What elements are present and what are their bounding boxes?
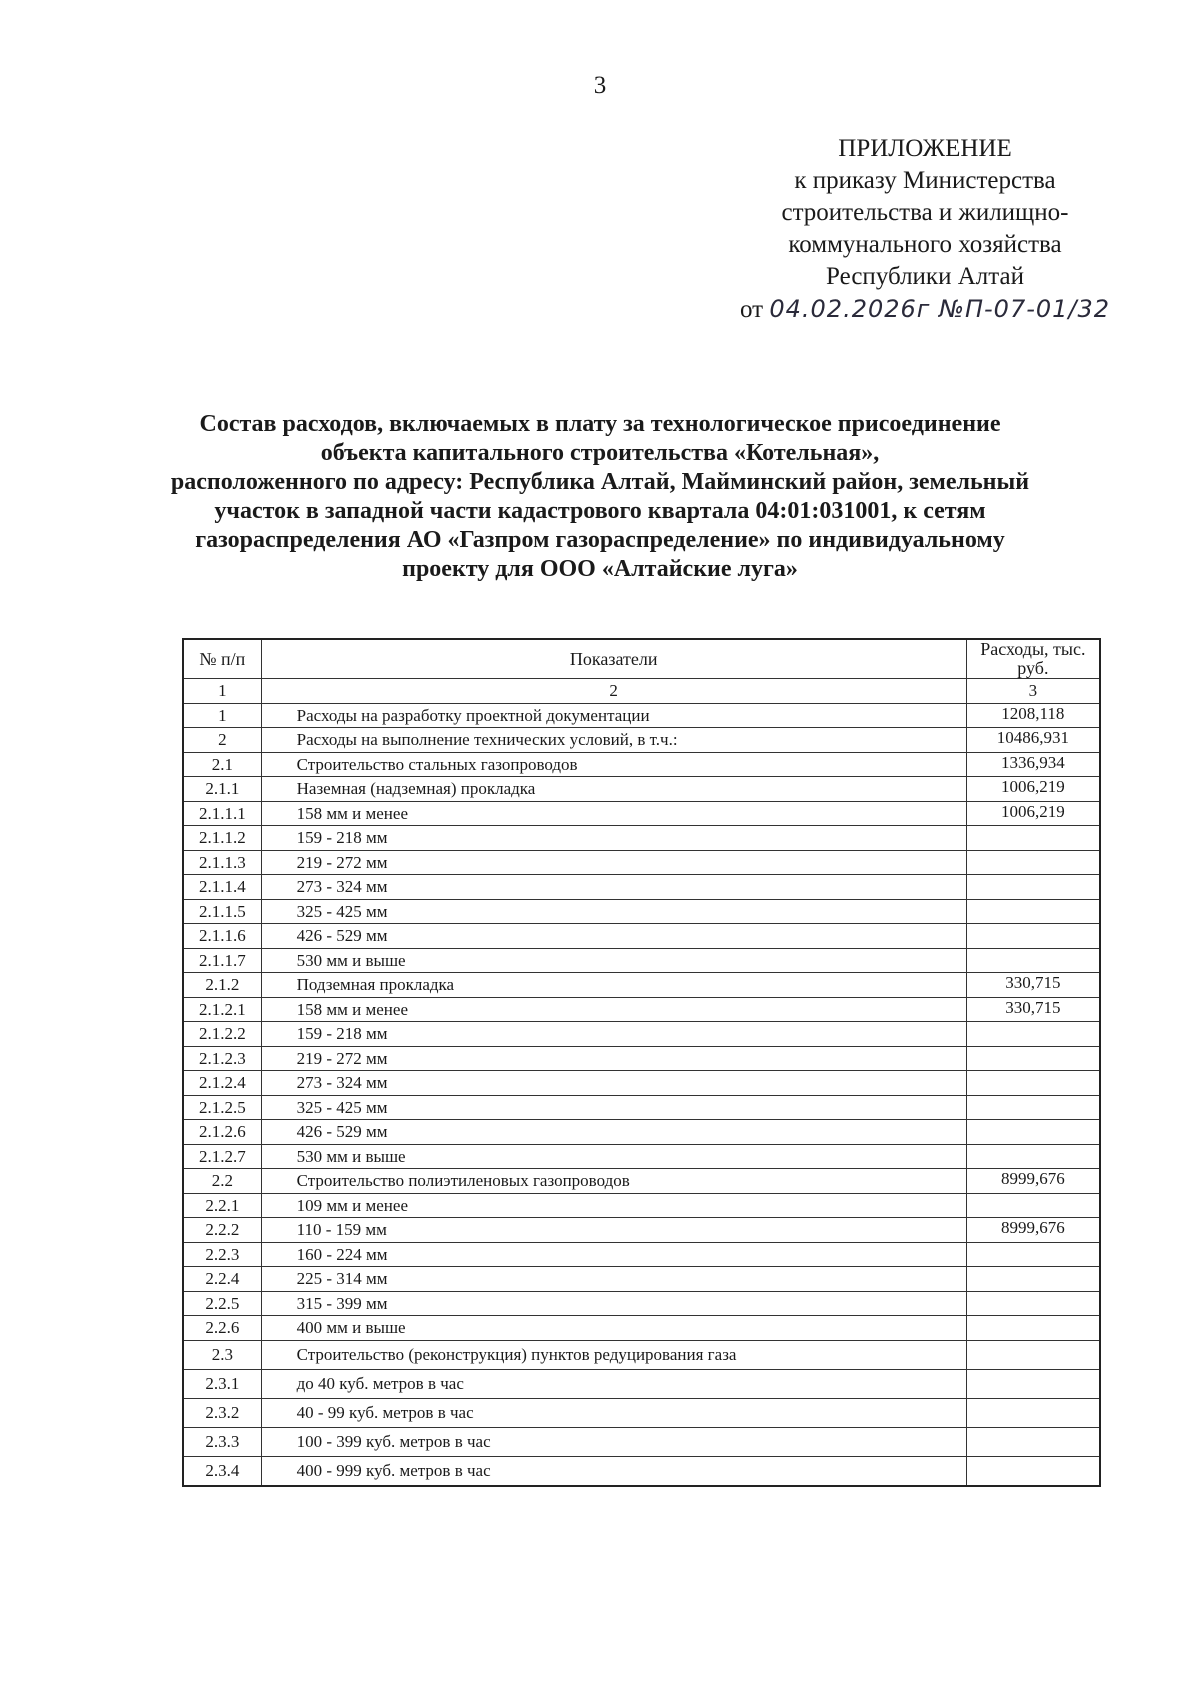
table-row — [183, 1169, 1100, 1194]
row-label: 426 - 529 мм — [261, 924, 966, 949]
table-row — [183, 1427, 1100, 1456]
column-number: 3 — [966, 679, 1100, 704]
row-label: 160 - 224 мм — [261, 1242, 966, 1267]
row-number: 2.1.2.5 — [183, 1095, 261, 1120]
row-number: 2.2.3 — [183, 1242, 261, 1267]
column-number: 1 — [183, 679, 261, 704]
table-row — [183, 1398, 1100, 1427]
title-line: расположенного по адресу: Республика Алтай, Майминский район, земельный — [170, 469, 1030, 495]
header-number: № п/п — [183, 639, 261, 679]
row-label: Подземная прокладка — [261, 973, 966, 998]
table-row — [183, 1218, 1100, 1243]
title-line: проекту для ООО «Алтайские луга» — [402, 556, 798, 582]
row-value — [966, 1456, 1100, 1486]
row-value — [966, 1369, 1100, 1398]
row-number: 2.2.6 — [183, 1316, 261, 1341]
row-label: Расходы на выполнение технических условий, в т.ч.: — [261, 728, 966, 753]
row-label: 400 - 999 куб. метров в час — [261, 1456, 966, 1486]
row-number: 2.1.1.6 — [183, 924, 261, 949]
row-label: 426 - 529 мм — [261, 1120, 966, 1145]
row-value — [966, 1267, 1100, 1292]
title-line: объекта капитального строительства «Котельная», — [320, 440, 880, 466]
row-value — [966, 924, 1100, 949]
row-number: 2.1.1.4 — [183, 875, 261, 900]
table-row — [183, 1071, 1100, 1096]
row-value — [966, 1242, 1100, 1267]
row-number: 2.1.1 — [183, 777, 261, 802]
row-label: Строительство стальных газопроводов — [261, 752, 966, 777]
table-row — [183, 1291, 1100, 1316]
row-label: 400 мм и выше — [261, 1316, 966, 1341]
row-value: 1336,934 — [966, 752, 1100, 777]
row-label: 530 мм и выше — [261, 948, 966, 973]
table-row — [183, 850, 1100, 875]
row-number: 2.1.2.7 — [183, 1144, 261, 1169]
table-row — [183, 1369, 1100, 1398]
appendix-line: Республики Алтай — [826, 263, 1024, 290]
row-label: 158 мм и менее — [261, 801, 966, 826]
row-value — [966, 1120, 1100, 1145]
row-number: 2.1.1.1 — [183, 801, 261, 826]
table-row — [183, 899, 1100, 924]
row-value — [966, 826, 1100, 851]
row-number: 2.1.2.4 — [183, 1071, 261, 1096]
row-number: 2.3.3 — [183, 1427, 261, 1456]
row-value — [966, 850, 1100, 875]
row-label: 158 мм и менее — [261, 997, 966, 1022]
row-label: 40 - 99 куб. метров в час — [261, 1398, 966, 1427]
from-label: от — [740, 296, 764, 323]
row-value — [966, 948, 1100, 973]
title-line: участок в западной части кадастрового квартала 04:01:031001, к сетям — [214, 498, 986, 524]
row-value — [966, 1022, 1100, 1047]
row-number: 2.3 — [183, 1340, 261, 1369]
row-value — [966, 1046, 1100, 1071]
row-label: Строительство полиэтиленовых газопроводов — [261, 1169, 966, 1194]
row-label: 225 - 314 мм — [261, 1267, 966, 1292]
row-label: 325 - 425 мм — [261, 899, 966, 924]
table-row — [183, 875, 1100, 900]
table-row — [183, 1095, 1100, 1120]
page-number: 3 — [593, 72, 607, 99]
row-value: 1006,219 — [966, 777, 1100, 802]
row-number: 2.2.5 — [183, 1291, 261, 1316]
table-row — [183, 1267, 1100, 1292]
row-number: 2.3.4 — [183, 1456, 261, 1486]
row-value: 10486,931 — [966, 728, 1100, 753]
table-row — [183, 728, 1100, 753]
table-row — [183, 703, 1100, 728]
row-number: 2.1.2 — [183, 973, 261, 998]
table-row — [183, 973, 1100, 998]
column-number-row — [183, 679, 1100, 704]
row-value: 330,715 — [966, 997, 1100, 1022]
row-number: 2.1.2.2 — [183, 1022, 261, 1047]
row-label: Строительство (реконструкция) пунктов редуцирования газа — [261, 1340, 966, 1369]
row-label: 219 - 272 мм — [261, 850, 966, 875]
row-value — [966, 875, 1100, 900]
row-number: 1 — [183, 703, 261, 728]
row-number: 2.1.1.3 — [183, 850, 261, 875]
table-body — [183, 703, 1100, 1486]
row-number: 2.2.4 — [183, 1267, 261, 1292]
row-value — [966, 1291, 1100, 1316]
appendix-line: коммунального хозяйства — [788, 231, 1062, 258]
row-label: 273 - 324 мм — [261, 1071, 966, 1096]
table-row — [183, 1456, 1100, 1486]
table-row — [183, 1242, 1100, 1267]
row-label: 325 - 425 мм — [261, 1095, 966, 1120]
row-number: 2.2.2 — [183, 1218, 261, 1243]
table-row — [183, 1316, 1100, 1341]
column-number: 2 — [261, 679, 966, 704]
row-value — [966, 1193, 1100, 1218]
table-row — [183, 826, 1100, 851]
row-number: 2.1.1.7 — [183, 948, 261, 973]
row-number: 2 — [183, 728, 261, 753]
table-row — [183, 997, 1100, 1022]
table-row — [183, 1340, 1100, 1369]
row-value — [966, 1095, 1100, 1120]
row-label: 110 - 159 мм — [261, 1218, 966, 1243]
row-value — [966, 1427, 1100, 1456]
row-value: 330,715 — [966, 973, 1100, 998]
row-value — [966, 1316, 1100, 1341]
row-label: до 40 куб. метров в час — [261, 1369, 966, 1398]
table-row — [183, 801, 1100, 826]
approval-line — [740, 293, 1110, 326]
costs-table — [182, 638, 1101, 1487]
table-row — [183, 924, 1100, 949]
row-label: 109 мм и менее — [261, 1193, 966, 1218]
row-value: 1006,219 — [966, 801, 1100, 826]
table-row — [183, 1144, 1100, 1169]
row-label: 315 - 399 мм — [261, 1291, 966, 1316]
row-number: 2.3.1 — [183, 1369, 261, 1398]
row-value: 8999,676 — [966, 1169, 1100, 1194]
row-label: 273 - 324 мм — [261, 875, 966, 900]
row-number: 2.3.2 — [183, 1398, 261, 1427]
row-value: 1208,118 — [966, 703, 1100, 728]
table-row — [183, 777, 1100, 802]
row-value — [966, 1340, 1100, 1369]
row-number: 2.2.1 — [183, 1193, 261, 1218]
table-header-row — [183, 639, 1100, 679]
row-number: 2.1.2.1 — [183, 997, 261, 1022]
table-row — [183, 752, 1100, 777]
row-number: 2.1.2.6 — [183, 1120, 261, 1145]
row-number: 2.1.1.2 — [183, 826, 261, 851]
document-title — [100, 410, 1100, 584]
row-value — [966, 1398, 1100, 1427]
handwritten-date-number: 04.02.2026г №П-07-01/32 — [769, 295, 1111, 323]
row-number: 2.1 — [183, 752, 261, 777]
table-row — [183, 1046, 1100, 1071]
row-label: 530 мм и выше — [261, 1144, 966, 1169]
row-label: 159 - 218 мм — [261, 826, 966, 851]
row-label: Наземная (надземная) прокладка — [261, 777, 966, 802]
title-line: Состав расходов, включаемых в плату за технологическое присоединение — [199, 411, 1001, 437]
row-value: 8999,676 — [966, 1218, 1100, 1243]
table-row — [183, 1120, 1100, 1145]
header-indicators: Показатели — [261, 639, 966, 679]
row-label: 219 - 272 мм — [261, 1046, 966, 1071]
table-row — [183, 1022, 1100, 1047]
appendix-line: к приказу Министерства — [794, 167, 1056, 194]
row-label: Расходы на разработку проектной документации — [261, 703, 966, 728]
row-number: 2.1.2.3 — [183, 1046, 261, 1071]
row-value — [966, 899, 1100, 924]
appendix-heading: ПРИЛОЖЕНИЕ — [838, 135, 1012, 162]
row-label: 100 - 399 куб. метров в час — [261, 1427, 966, 1456]
table-row — [183, 1193, 1100, 1218]
header-costs: Расходы, тыс. руб. — [966, 639, 1100, 679]
appendix-block — [740, 133, 1110, 326]
row-number: 2.1.1.5 — [183, 899, 261, 924]
row-value — [966, 1071, 1100, 1096]
table-row — [183, 948, 1100, 973]
appendix-line: строительства и жилищно- — [781, 199, 1069, 226]
row-number: 2.2 — [183, 1169, 261, 1194]
title-line: газораспределения АО «Газпром газораспределение» по индивидуальному — [195, 527, 1005, 553]
row-value — [966, 1144, 1100, 1169]
row-label: 159 - 218 мм — [261, 1022, 966, 1047]
